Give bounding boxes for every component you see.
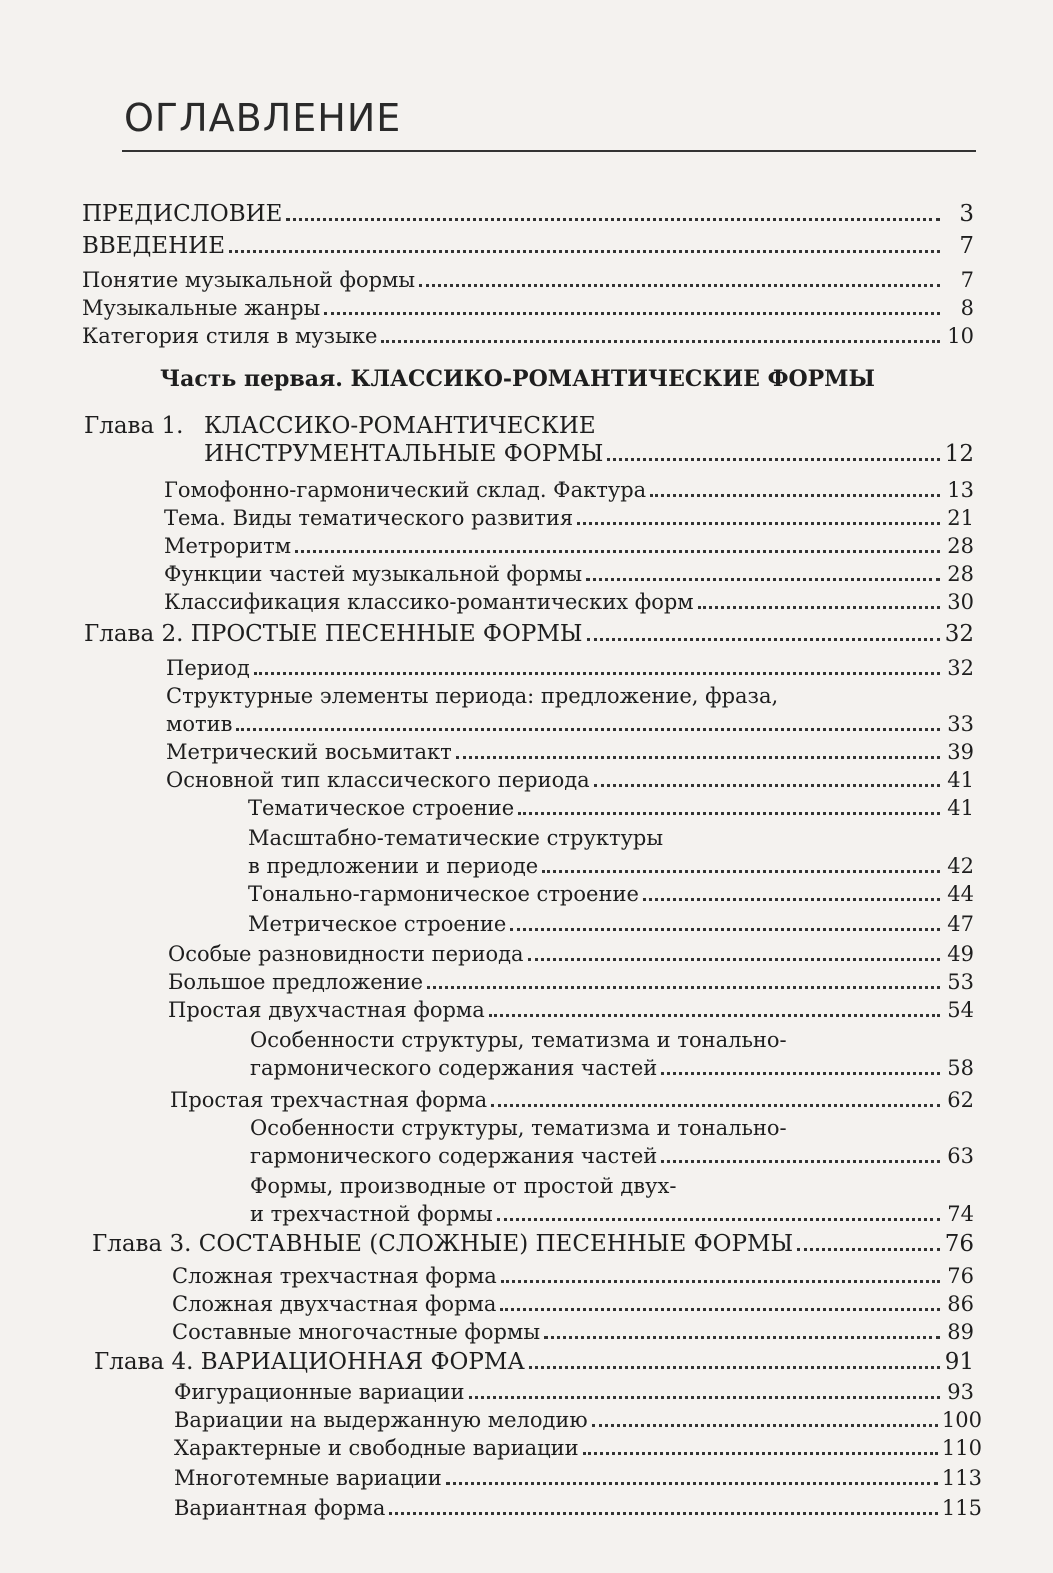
- part-title: Часть первая. КЛАССИКО-РОМАНТИЧЕСКИЕ ФОРМЫ: [160, 366, 875, 392]
- toc-entry: Метрическое строение 47: [248, 912, 974, 936]
- toc-entry: в предложении и периоде 42: [248, 854, 974, 878]
- title-rule: [122, 150, 976, 152]
- toc-chapter: Глава 2. ПРОСТЫЕ ПЕСЕННЫЕ ФОРМЫ 32: [84, 621, 974, 647]
- toc-entry: Фигурационные вариации 93: [174, 1380, 974, 1404]
- toc-entry: Многотемные вариации 113: [174, 1466, 982, 1490]
- toc-chapter: Глава 3. СОСТАВНЫЕ (СЛОЖНЫЕ) ПЕСЕННЫЕ ФОРМЫ 76: [92, 1231, 974, 1257]
- toc-entry: Характерные и свободные вариации 110: [174, 1436, 982, 1460]
- toc-entry: гармонического содержания частей 63: [250, 1144, 974, 1168]
- toc-entry: Основной тип классического периода 41: [166, 768, 974, 792]
- toc-entry: ИНСТРУМЕНТАЛЬНЫЕ ФОРМЫ 12: [204, 441, 974, 467]
- toc-entry: Тематическое строение 41: [248, 796, 974, 820]
- toc-chapter: Глава 4. ВАРИАЦИОННАЯ ФОРМА 91: [94, 1349, 974, 1375]
- toc-entry: Тема. Виды тематического развития 21: [164, 506, 974, 530]
- toc-entry: Музыкальные жанры 8: [82, 296, 974, 320]
- toc-entry: Особые разновидности периода 49: [168, 942, 974, 966]
- chapter-title: КЛАССИКО-РОМАНТИЧЕСКИЕ: [204, 413, 596, 439]
- toc-entry: Метрический восьмитакт 39: [166, 740, 974, 764]
- toc-entry: Вариации на выдержанную мелодию 100: [174, 1408, 982, 1432]
- toc-entry: Категория стиля в музыке 10: [82, 324, 974, 348]
- toc-entry-line: Структурные элементы периода: предложение, фраза,: [166, 684, 779, 708]
- toc-entry: Гомофонно-гармонический склад. Фактура 13: [164, 478, 974, 502]
- toc-entry-line: Особенности структуры, тематизма и тонально-: [250, 1028, 787, 1052]
- toc-entry: Простая двухчастная форма 54: [168, 998, 974, 1022]
- toc-entry-line: Особенности структуры, тематизма и тонально-: [250, 1116, 787, 1140]
- toc-entry: Простая трехчастная форма 62: [170, 1088, 974, 1112]
- toc-entry: Сложная двухчастная форма 86: [172, 1292, 974, 1316]
- toc-entry: Метроритм 28: [164, 534, 974, 558]
- page-title: ОГЛАВЛЕНИЕ: [124, 96, 402, 140]
- toc-entry: Классификация классико-романтических форм 30: [164, 590, 974, 614]
- toc-entry: Составные многочастные формы 89: [172, 1320, 974, 1344]
- toc-entry: гармонического содержания частей 58: [250, 1056, 974, 1080]
- toc-entry: Период 32: [166, 656, 974, 680]
- toc-entry: Большое предложение 53: [168, 970, 974, 994]
- toc-entry: Понятие музыкальной формы 7: [82, 268, 974, 292]
- toc-entry: Тонально-гармоническое строение 44: [248, 882, 974, 906]
- toc-entry: Вариантная форма 115: [174, 1496, 982, 1520]
- toc-entry-line: Формы, производные от простой двух-: [250, 1174, 677, 1198]
- toc-entry-line: Масштабно-тематические структуры: [248, 826, 664, 850]
- toc-entry: ПРЕДИСЛОВИЕ 3: [82, 201, 974, 227]
- toc-entry: мотив 33: [166, 712, 974, 736]
- toc-entry: ВВЕДЕНИЕ 7: [82, 233, 974, 259]
- chapter-number: Глава 1.: [84, 413, 184, 439]
- toc-entry: Функции частей музыкальной формы 28: [164, 562, 974, 586]
- toc-entry: и трехчастной формы 74: [250, 1202, 974, 1226]
- toc-entry: Сложная трехчастная форма 76: [172, 1264, 974, 1288]
